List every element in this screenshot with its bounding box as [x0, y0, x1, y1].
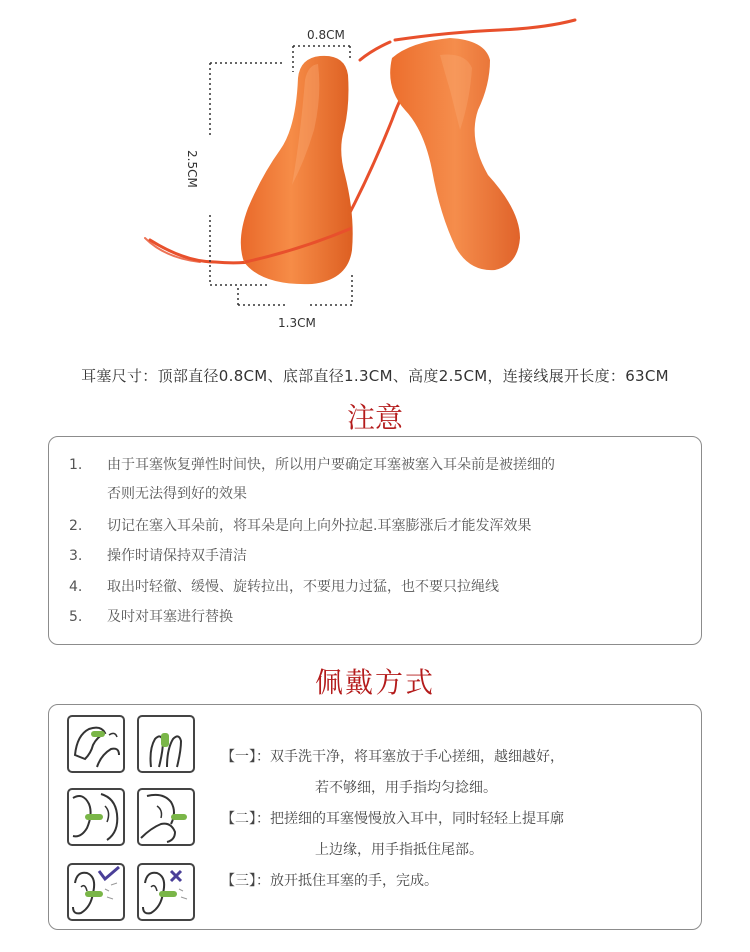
notice-box: [48, 436, 702, 645]
rolling-earplug-icon: [67, 715, 125, 773]
notice-item-number: 2.: [69, 518, 83, 534]
wearing-step-1: [221, 746, 564, 766]
notice-item-text: 由于耳塞恢复弹性时间快，所以用户要确定耳塞被塞入耳朵前是被搓细的: [107, 457, 555, 473]
notice-item-number: 5.: [69, 609, 83, 625]
step-tag: 【一】：: [221, 749, 270, 765]
notice-item-text: 否则无法得到好的效果: [107, 486, 247, 502]
notice-item-number: 1.: [69, 457, 83, 473]
top-diameter-label: 0.8CM: [307, 28, 345, 42]
earplug-illustration: [0, 0, 750, 345]
wearing-icon-grid: [67, 715, 202, 923]
step-tag: 【三】：: [221, 873, 270, 889]
correct-fit-icon: [67, 863, 125, 921]
pinching-earplug-icon: [137, 715, 195, 773]
holding-earplug-icon: [137, 788, 195, 846]
wearing-method-box: [48, 704, 702, 930]
step-text: 把搓细的耳塞慢慢放入耳中，同时轻轻上提耳廓: [270, 811, 564, 827]
size-specification: 耳塞尺寸：顶部直径0.8CM、底部直径1.3CM、高度2.5CM，连接线展开长度：63CM: [81, 367, 669, 385]
step-text: 双手洗干净，将耳塞放于手心搓细，越细越好，: [270, 749, 564, 765]
wearing-step-1-continuation: [315, 777, 497, 797]
notice-item-number: 3.: [69, 548, 83, 564]
notice-heading: 注意: [346, 401, 403, 434]
step-text: 放开抵住耳塞的手，完成。: [270, 873, 438, 889]
notice-item-number: 4.: [69, 579, 83, 595]
wearing-method-heading: 佩戴方式: [314, 666, 435, 699]
notice-item-text: 切记在塞入耳朵前，将耳朵是向上向外拉起.耳塞膨涨后才能发浑效果: [107, 518, 532, 534]
wearing-step-2: [221, 808, 564, 828]
notice-item-text: 取出吋轻徹、缓慢、旋转拉出，不要甩力过猛，也不要只拉绳线: [107, 579, 499, 595]
wearing-step-3: [221, 870, 438, 890]
inserting-earplug-icon: [67, 788, 125, 846]
notice-item-text: 操作时请保持双手清洁: [107, 548, 247, 564]
step-tag: 【二】：: [221, 811, 270, 827]
notice-item-text: 及吋对耳塞进行替换: [107, 609, 233, 625]
earplug-product-photo: [0, 0, 750, 345]
bottom-diameter-label: 1.3CM: [278, 316, 316, 330]
step-text: 若不够细，用手指均匀捻细。: [315, 780, 497, 796]
wearing-step-2-continuation: [315, 839, 483, 859]
incorrect-fit-icon: [137, 863, 195, 921]
step-text: 上边缘，用手指抵住尾部。: [315, 842, 483, 858]
height-label: 2.5CM: [185, 150, 199, 188]
